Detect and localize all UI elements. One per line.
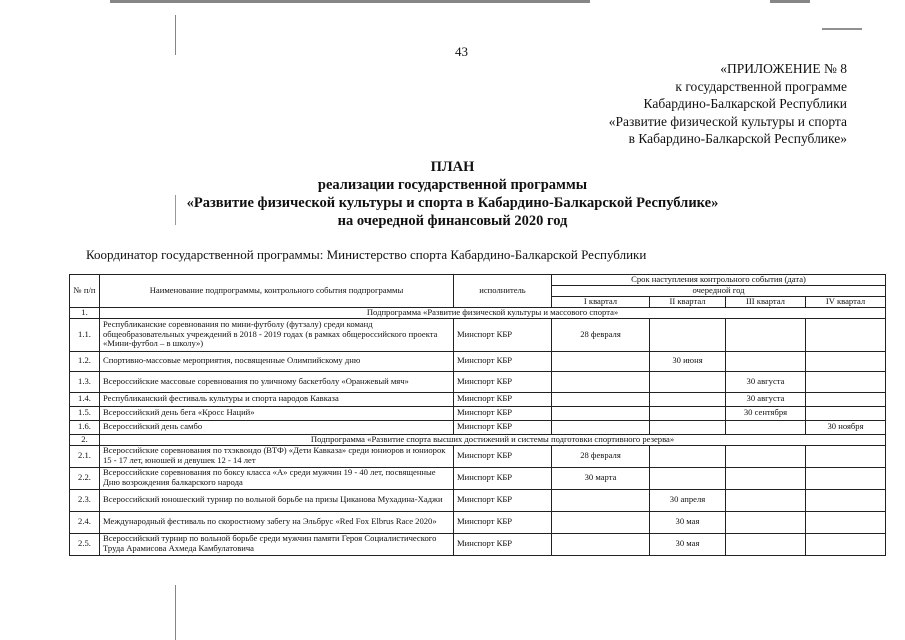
scan-artifact-dots [822,28,862,30]
row-executor: Минспорт КБР [454,511,552,533]
row-quarter-1 [552,420,650,434]
row-quarter-1 [552,371,650,392]
row-quarter-1 [552,511,650,533]
row-number: 1.1. [70,318,100,351]
row-quarter-2: 30 апреля [650,489,726,511]
title-line: реализации государственной программы [317,177,588,193]
row-executor: Минспорт КБР [454,467,552,489]
row-quarter-2 [650,445,726,467]
row-executor: Минспорт КБР [454,371,552,392]
row-quarter-3: 30 сентября [726,406,806,420]
row-quarter-3 [726,351,806,371]
table-row [70,467,886,489]
header-quarter-1: I квартал [552,296,650,307]
scan-artifact-corner [770,0,810,3]
row-quarter-3 [726,420,806,434]
row-quarter-4 [806,489,886,511]
row-quarter-3 [726,318,806,351]
table-row [70,445,886,467]
row-name: Всероссийский день самбо [100,420,454,434]
row-executor: Минспорт КБР [454,406,552,420]
row-quarter-3 [726,533,806,555]
row-name: Республиканский фестиваль культуры и спорта народов Кавказа [100,392,454,406]
appendix-block [609,60,847,148]
row-name: Международный фестиваль по скоростному забегу на Эльбрус «Red Fox Elbrus Race 2020» [100,511,454,533]
appendix-line: к государственной программе [675,78,847,94]
row-name: Республиканские соревнования по мини-футболу (футзалу) среди команд общеобразовательных учреждений в 2018 - 2019 годах (в рамках общероссийского проекта «Мини-футбол – в школу») [100,318,454,351]
table-body [70,307,886,555]
title-line: «Развитие физической культуры и спорта в Кабардино-Балкарской Республике» [186,195,719,211]
row-quarter-2 [650,406,726,420]
row-quarter-1 [552,406,650,420]
row-quarter-2: 30 мая [650,533,726,555]
title-line: на очередной финансовый 2020 год [337,213,568,229]
header-executor: исполнитель [454,275,552,308]
row-name: Всероссийский турнир по вольной борьбе среди мужчин памяти Героя Социалистического Труда Арамисова Ахмеда Камбулатовича [100,533,454,555]
row-executor: Минспорт КБР [454,445,552,467]
row-quarter-3: 30 августа [726,371,806,392]
row-quarter-2 [650,392,726,406]
appendix-line: «Развитие физической культуры и спорта [608,113,847,129]
row-number: 1.2. [70,351,100,371]
row-quarter-1 [552,533,650,555]
header-year: очередной год [552,285,886,296]
row-quarter-3 [726,445,806,467]
row-quarter-4 [806,533,886,555]
coordinator-line: Координатор государственной программы: Министерство спорта Кабардино-Балкарской Республики [86,247,647,262]
section-title: Подпрограмма «Развитие спорта высших достижений и системы подготовки спортивного резерва» [100,434,886,445]
row-quarter-2: 30 мая [650,511,726,533]
row-quarter-1: 30 марта [552,467,650,489]
section-row [70,307,886,318]
row-number: 1.4. [70,392,100,406]
scan-artifact-top [110,0,590,3]
row-quarter-2 [650,420,726,434]
section-number: 1. [70,307,100,318]
header-period: Срок наступления контрольного события (дата) [552,275,886,286]
plan-table [69,274,886,556]
row-quarter-4 [806,511,886,533]
row-executor: Минспорт КБР [454,318,552,351]
row-quarter-4 [806,445,886,467]
row-quarter-4 [806,467,886,489]
title-line: ПЛАН [430,159,475,175]
row-name: Всероссийский юношеский турнир по вольной борьбе на призы Циканова Мухадина-Хаджи [100,489,454,511]
table-row [70,318,886,351]
row-quarter-4: 30 ноября [806,420,886,434]
row-quarter-1 [552,392,650,406]
table-row [70,392,886,406]
row-quarter-4 [806,406,886,420]
header-num: № п/п [70,275,100,308]
appendix-line: в Кабардино-Балкарской Республике» [628,131,847,146]
page-number: 43 [455,44,468,59]
row-quarter-4 [806,392,886,406]
row-quarter-4 [806,371,886,392]
row-executor: Минспорт КБР [454,392,552,406]
header-quarter-3: III квартал [726,296,806,307]
row-executor: Минспорт КБР [454,351,552,371]
section-row [70,434,886,445]
row-number: 1.6. [70,420,100,434]
row-quarter-3 [726,467,806,489]
row-quarter-4 [806,351,886,371]
row-quarter-1: 28 февраля [552,445,650,467]
row-quarter-2 [650,467,726,489]
row-quarter-2 [650,318,726,351]
appendix-line: Кабардино-Балкарской Республики [643,96,847,111]
table-row [70,511,886,533]
scan-artifact-vertical-top [175,15,176,55]
row-number: 1.5. [70,406,100,420]
row-executor: Минспорт КБР [454,533,552,555]
table-row [70,371,886,392]
row-quarter-1 [552,351,650,371]
row-quarter-4 [806,318,886,351]
row-name: Спортивно-массовые мероприятия, посвященные Олимпийскому дню [100,351,454,371]
table-row [70,420,886,434]
table-row [70,351,886,371]
row-quarter-3 [726,489,806,511]
row-quarter-2: 30 июня [650,351,726,371]
header-name: Наименование подпрограммы, контрольного события подпрограммы [100,275,454,308]
row-number: 2.2. [70,467,100,489]
row-number: 2.5. [70,533,100,555]
row-name: Всероссийский день бега «Кросс Наций» [100,406,454,420]
row-quarter-1 [552,489,650,511]
row-number: 2.1. [70,445,100,467]
row-quarter-3: 30 августа [726,392,806,406]
row-name: Всероссийские соревнования по боксу класса «А» среди мужчин 19 - 40 лет, посвященные Дню возрождения балкарского народа [100,467,454,489]
row-name: Всероссийские соревнования по тхэквондо (ВТФ) «Дети Кавказа» среди юниоров и юниорок 15 - 17 лет, юношей и девушек 12 - 14 лет [100,445,454,467]
row-quarter-1: 28 февраля [552,318,650,351]
row-quarter-2 [650,371,726,392]
table-row [70,533,886,555]
row-number: 1.3. [70,371,100,392]
row-number: 2.3. [70,489,100,511]
row-executor: Минспорт КБР [454,489,552,511]
row-executor: Минспорт КБР [454,420,552,434]
table-row [70,489,886,511]
header-quarter-4: IV квартал [806,296,886,307]
section-number: 2. [70,434,100,445]
row-quarter-3 [726,511,806,533]
row-name: Всероссийские массовые соревнования по уличному баскетболу «Оранжевый мяч» [100,371,454,392]
section-title: Подпрограмма «Развитие физической культуры и массового спорта» [100,307,886,318]
header-quarter-2: II квартал [650,296,726,307]
row-number: 2.4. [70,511,100,533]
table-row [70,406,886,420]
appendix-line: «ПРИЛОЖЕНИЕ № 8 [720,61,847,76]
scan-artifact-vertical-bottom [175,585,176,640]
plan-title [0,158,905,230]
